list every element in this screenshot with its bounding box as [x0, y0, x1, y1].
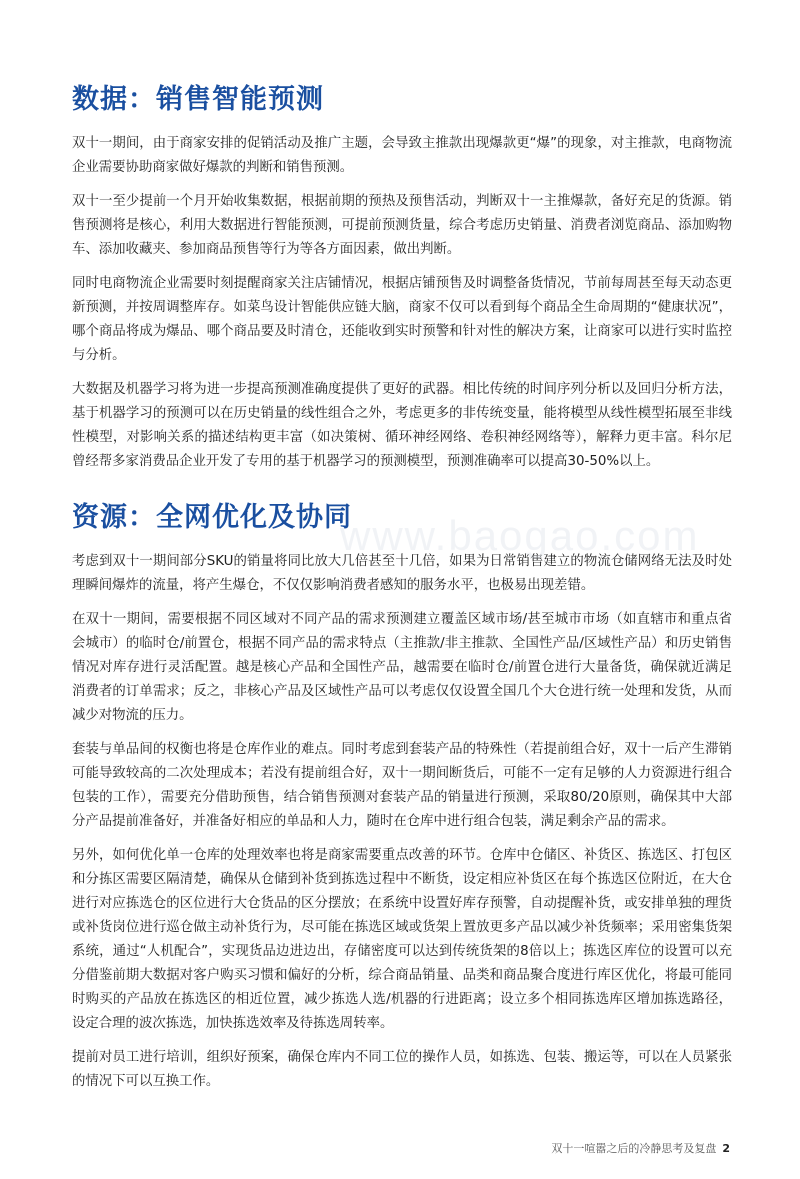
- section-heading: 资源：全网优化及协同: [72, 502, 352, 533]
- page-number: 2: [722, 1142, 730, 1155]
- section-heading: 数据：销售智能预测: [72, 84, 324, 115]
- watermark: www.baogao.com: [340, 512, 700, 559]
- footer-title: 双十一喧嚣之后的冷静思考及复盘: [551, 1142, 717, 1155]
- paragraph: 提前对员工进行培训，组织好预案，确保仓库内不同工位的操作人员，如拣选、包装、搬运等，可以在人员紧张的情况下可以互换工作。: [72, 1050, 732, 1089]
- paragraph: 在双十一期间，需要根据不同区域对不同产品的需求预测建立覆盖区域市场/甚至城市市场（如直辖市和重点省会城市）的临时仓/前置仓，根据不同产品的需求特点（主推款/非主推款、全国性产品/区域性产品）和历史销售情况对库存进行灵活配置。越是核心产品和全国性产品，越需要在临时仓/前置仓进行大量备货，确保就近满足消费者的订单需求；反之，非核心产品及区域性产品可以考虑仅仅设置全国几个大仓进行统一处理和发货，从而减少对物流的压力。: [72, 612, 732, 723]
- paragraph: 大数据及机器学习将为进一步提高预测准确度提供了更好的武器。相比传统的时间序列分析以及回归分析方法，基于机器学习的预测可以在历史销量的线性组合之外，考虑更多的非传统变量，能将模型从线性模型拓展至非线性模型，对影响关系的描述结构更丰富（如决策树、循环神经网络、卷积神经网络等），解释力更丰富。科尔尼曾经帮多家消费品企业开发了专用的基于机器学习的预测模型，预测准确率可以提高30-50%以上。: [72, 382, 732, 469]
- page-footer: [551, 1140, 730, 1156]
- paragraph: 双十一期间，由于商家安排的促销活动及推广主题，会导致主推款出现爆款更“爆”的现象，对主推款，电商物流企业需要协助商家做好爆款的判断和销售预测。: [72, 136, 732, 175]
- paragraph: 考虑到双十一期间部分SKU的销量将同比放大几倍甚至十几倍，如果为日常销售建立的物流仓储网络无法及时处理瞬间爆炸的流量，将产生爆仓，不仅仅影响消费者感知的服务水平，也极易出现差错。: [72, 554, 732, 593]
- paragraph: 双十一至少提前一个月开始收集数据，根据前期的预热及预售活动，判断双十一主推爆款，备好充足的货源。销售预测将是核心，利用大数据进行智能预测，可提前预测货量，综合考虑历史销量、消费者浏览商品、添加购物车、添加收藏夹、参加商品预售等行为等各方面因素，做出判断。: [72, 194, 732, 257]
- paragraph: 同时电商物流企业需要时刻提醒商家关注店铺情况，根据店铺预售及时调整备货情况，节前每周甚至每天动态更新预测，并按周调整库存。如菜鸟设计智能供应链大脑，商家不仅可以看到每个商品全生命周期的“健康状况”，哪个商品将成为爆品、哪个商品要及时清仓，还能收到实时预警和针对性的解决方案，让商家可以进行实时监控与分析。: [72, 276, 732, 363]
- document-body: [72, 82, 732, 1104]
- section-resource-optimization: [72, 500, 732, 1094]
- paragraph: 套装与单品间的权衡也将是仓库作业的难点。同时考虑到套装产品的特殊性（若提前组合好，双十一后产生滞销可能导致较高的二次处理成本；若没有提前组合好，双十一期间断货后，可能不一定有足够的人力资源进行组合包装的工作），需要充分借助预售，结合销售预测对套装产品的销量进行预测，采取80/20原则，确保其中大部分产品提前准备好，并准备好相应的单品和人力，随时在仓库中进行组合包装，满足剩余产品的需求。: [72, 742, 732, 829]
- section-sales-forecast: [72, 82, 732, 474]
- paragraph: 另外，如何优化单一仓库的处理效率也将是商家需要重点改善的环节。仓库中仓储区、补货区、拣选区、打包区和分拣区需要区隔清楚，确保从仓储到补货到拣选过程中不断货，设定相应补货区在每个拣选区位附近，在大仓进行对应拣选仓的区位进行大仓货品的区分摆放；在系统中设置好库存预警，自动提醒补货，或安排单独的理货或补货岗位进行巡仓做主动补货行为，尽可能在拣选区域或货架上置放更多产品以减少补货频率；采用密集货架系统，通过“人机配合”，实现货品边进边出，存储密度可以达到传统货架的8倍以上；拣选区库位的设置可以充分借鉴前期大数据对客户购买习惯和偏好的分析，综合商品销量、品类和商品聚合度进行库区优化，将最可能同时购买的产品放在拣选区的相近位置，减少拣选人选/机器的行进距离；设立多个相同拣选库区增加拣选路径，设定合理的波次拣选，加快拣选效率及待拣选周转率。: [72, 848, 732, 1031]
